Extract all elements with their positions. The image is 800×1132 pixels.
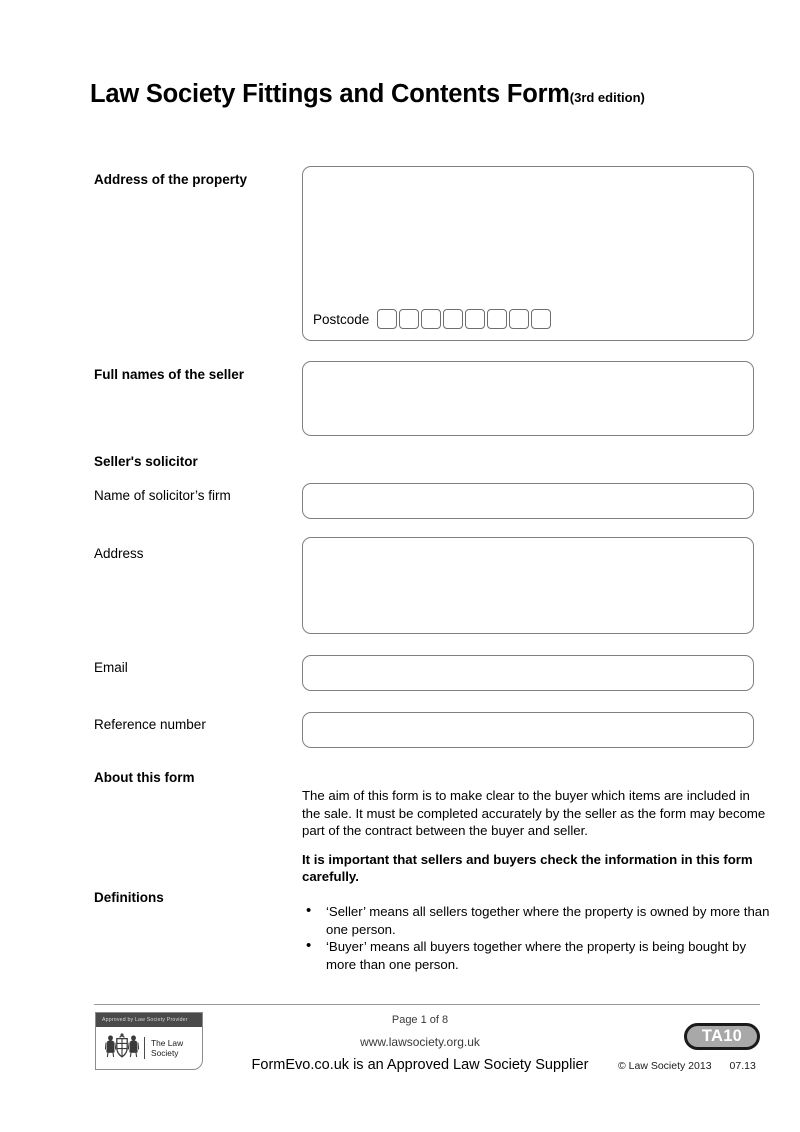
postcode-cell-1[interactable] xyxy=(377,309,397,329)
heading-sellers-solicitor: Seller's solicitor xyxy=(94,454,198,469)
page-title-edition: (3rd edition) xyxy=(569,90,645,105)
copyright-line xyxy=(618,1060,756,1072)
postcode-cell-6[interactable] xyxy=(487,309,507,329)
definitions-list xyxy=(302,903,772,973)
about-this-form-text xyxy=(302,787,770,886)
page-number: Page 1 of 8 xyxy=(391,1014,449,1026)
logo-name xyxy=(151,1038,183,1058)
label-full-names-of-seller: Full names of the seller xyxy=(94,367,245,382)
logo-body xyxy=(96,1027,202,1069)
postcode-label: Postcode xyxy=(313,311,370,327)
postcode-cell-2[interactable] xyxy=(399,309,419,329)
logo-divider xyxy=(144,1037,145,1059)
about-emphasis: It is important that sellers and buyers check the information in this form carefully. xyxy=(302,851,753,884)
page-title-main: Law Society Fittings and Contents Form xyxy=(90,80,570,108)
list-item xyxy=(302,903,772,938)
law-society-logo xyxy=(95,1012,203,1070)
definition-buyer: ‘Buyer’ means all buyers together where the property is being bought by more than one person. xyxy=(326,939,747,972)
supplier-line: FormEvo.co.uk is an Approved Law Society Supplier xyxy=(251,1057,589,1073)
footer-divider xyxy=(94,1004,760,1005)
heading-definitions: Definitions xyxy=(94,890,164,905)
label-email: Email xyxy=(94,660,128,675)
postcode-cell-4[interactable] xyxy=(443,309,463,329)
postcode-cell-8[interactable] xyxy=(531,309,551,329)
postcode-group[interactable] xyxy=(313,309,551,329)
law-society-crest-icon xyxy=(105,1033,139,1064)
bullet-icon: • xyxy=(306,937,312,954)
logo-bar-text: Approved by Law Society Provider xyxy=(96,1013,202,1027)
input-full-names-of-seller[interactable] xyxy=(302,361,754,436)
label-reference-number: Reference number xyxy=(94,717,206,732)
logo-name-line2: Society xyxy=(151,1048,179,1058)
postcode-cell-7[interactable] xyxy=(509,309,529,329)
input-solicitor-address[interactable] xyxy=(302,537,754,634)
heading-about-this-form: About this form xyxy=(94,770,195,785)
version-text: 07.13 xyxy=(729,1060,756,1072)
postcode-cell-5[interactable] xyxy=(465,309,485,329)
label-address-of-property: Address of the property xyxy=(94,172,248,187)
website-link[interactable]: www.lawsociety.org.uk xyxy=(360,1035,480,1049)
postcode-cell-3[interactable] xyxy=(421,309,441,329)
list-item xyxy=(302,938,772,973)
page-title xyxy=(90,80,645,109)
input-email[interactable] xyxy=(302,655,754,691)
input-solicitor-firm-name[interactable] xyxy=(302,483,754,519)
logo-name-line1: The Law xyxy=(151,1038,184,1048)
label-solicitor-firm-name: Name of solicitor’s firm xyxy=(94,488,231,503)
about-paragraph: The aim of this form is to make clear to the buyer which items are included in the sale. It must be completed accurately by the seller as the form may become part of the contract between the buyer and seller. xyxy=(302,788,766,838)
input-reference-number[interactable] xyxy=(302,712,754,748)
copyright-text: © Law Society 2013 xyxy=(618,1060,712,1072)
definition-seller: ‘Seller’ means all sellers together where the property is owned by more than one person. xyxy=(326,904,770,937)
form-code-badge: TA10 xyxy=(684,1023,760,1050)
label-solicitor-address: Address xyxy=(94,546,144,561)
bullet-icon: • xyxy=(306,902,312,919)
